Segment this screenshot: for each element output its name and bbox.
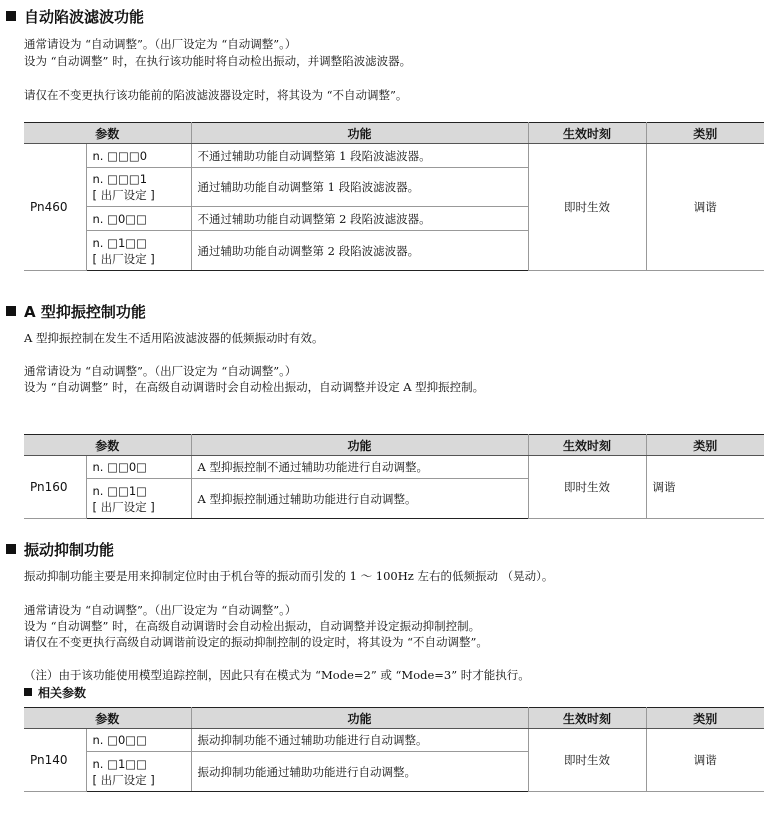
column-header: 类别 (646, 435, 764, 456)
column-header: 类别 (646, 708, 764, 729)
paragraph: 振动抑制功能主要是用来抑制定位时由于机台等的振动而引发的 1 ～ 100Hz 左右的低频振动 （晃动）。 (24, 569, 554, 583)
param-value: n. □□□1 [ 出厂设定 ] (86, 168, 191, 207)
parameter-table-pn140 (24, 707, 764, 792)
section-title: A 型抑振控制功能 (24, 303, 146, 321)
column-header: 生效时刻 (528, 708, 646, 729)
paragraph: 设为 “自动调整” 时，在执行该功能时将自动检出振动，并调整陷波滤波器。 (24, 54, 412, 68)
param-function: A 型抑振控制不通过辅助功能进行自动调整。 (191, 456, 528, 479)
param-value: n. □0□□ (86, 207, 191, 231)
section-title: 自动陷波滤波功能 (24, 8, 145, 26)
param-function: A 型抑振控制通过辅助功能进行自动调整。 (191, 479, 528, 519)
subheading-related-params (24, 684, 86, 701)
paragraph: 请仅在不变更执行该功能前的陷波滤波器设定时，将其设为 “不自动调整”。 (24, 88, 408, 102)
param-value: n. □1□□ [ 出厂设定 ] (86, 231, 191, 271)
column-header: 类别 (646, 123, 764, 144)
square-bullet-icon (6, 306, 16, 316)
column-header: 功能 (191, 123, 528, 144)
factory-default-label: [ 出厂设定 ] (92, 772, 155, 787)
column-header: 功能 (191, 708, 528, 729)
param-function: 振动抑制功能通过辅助功能进行自动调整。 (191, 752, 528, 792)
param-function: 通过辅助功能自动调整第 2 段陷波滤波器。 (191, 231, 528, 271)
paragraph: 通常请设为 “自动调整”。（出厂设定为 “自动调整”。） (24, 37, 297, 51)
section-heading-vibration-suppression (6, 539, 114, 560)
factory-default-label: [ 出厂设定 ] (92, 251, 155, 266)
param-number: Pn460 (24, 144, 86, 271)
param-number: Pn140 (24, 729, 86, 792)
paragraph: 设为 “自动调整” 时，在高级自动调谐时会自动检出振动，自动调整并设定 A 型抑振控制。 (24, 380, 485, 394)
section-heading-auto-notch (6, 6, 144, 27)
parameter-table-pn460 (24, 122, 764, 271)
column-header: 参数 (24, 435, 191, 456)
square-bullet-icon (6, 11, 16, 21)
parameter-table-pn160 (24, 434, 764, 519)
param-value: n. □1□□ [ 出厂设定 ] (86, 752, 191, 792)
column-header: 参数 (24, 123, 191, 144)
category: 调谐 (646, 144, 764, 271)
param-function: 不通过辅助功能自动调整第 1 段陷波滤波器。 (191, 144, 528, 168)
param-value: n. □□0□ (86, 456, 191, 479)
param-value: n. □□1□ [ 出厂设定 ] (86, 479, 191, 519)
paragraph: 通常请设为 “自动调整”。（出厂设定为 “自动调整”。） (24, 603, 297, 617)
factory-default-label: [ 出厂设定 ] (92, 499, 155, 514)
param-function: 不通过辅助功能自动调整第 2 段陷波滤波器。 (191, 207, 528, 231)
section-title: 振动抑制功能 (24, 541, 115, 559)
paragraph: A 型抑振控制在发生不适用陷波滤波器的低频振动时有效。 (24, 331, 324, 345)
square-bullet-icon (24, 688, 32, 696)
paragraph: 通常请设为 “自动调整”。（出厂设定为 “自动调整”。） (24, 364, 297, 378)
param-function: 振动抑制功能不通过辅助功能进行自动调整。 (191, 729, 528, 752)
subheading-title: 相关参数 (38, 686, 87, 700)
paragraph: 设为 “自动调整” 时，在高级自动调谐时会自动检出振动，自动调整并设定振动抑制控制。 (24, 619, 481, 633)
paragraph: 请仅在不变更执行高级自动调谐前设定的振动抑制控制的设定时，将其设为 “不自动调整”。 (24, 635, 488, 649)
factory-default-label: [ 出厂设定 ] (92, 188, 155, 202)
category: 调谐 (646, 456, 764, 519)
effective-timing: 即时生效 (528, 456, 646, 519)
param-number: Pn160 (24, 456, 86, 519)
category: 调谐 (646, 729, 764, 792)
column-header: 参数 (24, 708, 191, 729)
column-header: 生效时刻 (528, 123, 646, 144)
square-bullet-icon (6, 544, 16, 554)
column-header: 功能 (191, 435, 528, 456)
note: （注）由于该功能使用模型追踪控制，因此只有在模式为 “Mode=2” 或 “Mode=3” 时才能执行。 (24, 668, 530, 682)
param-function: 通过辅助功能自动调整第 1 段陷波滤波器。 (191, 168, 528, 207)
param-value: n. □0□□ (86, 729, 191, 752)
column-header: 生效时刻 (528, 435, 646, 456)
section-heading-type-a-vibration (6, 301, 146, 322)
effective-timing: 即时生效 (528, 144, 646, 271)
effective-timing: 即时生效 (528, 729, 646, 792)
param-value: n. □□□0 (86, 144, 191, 168)
